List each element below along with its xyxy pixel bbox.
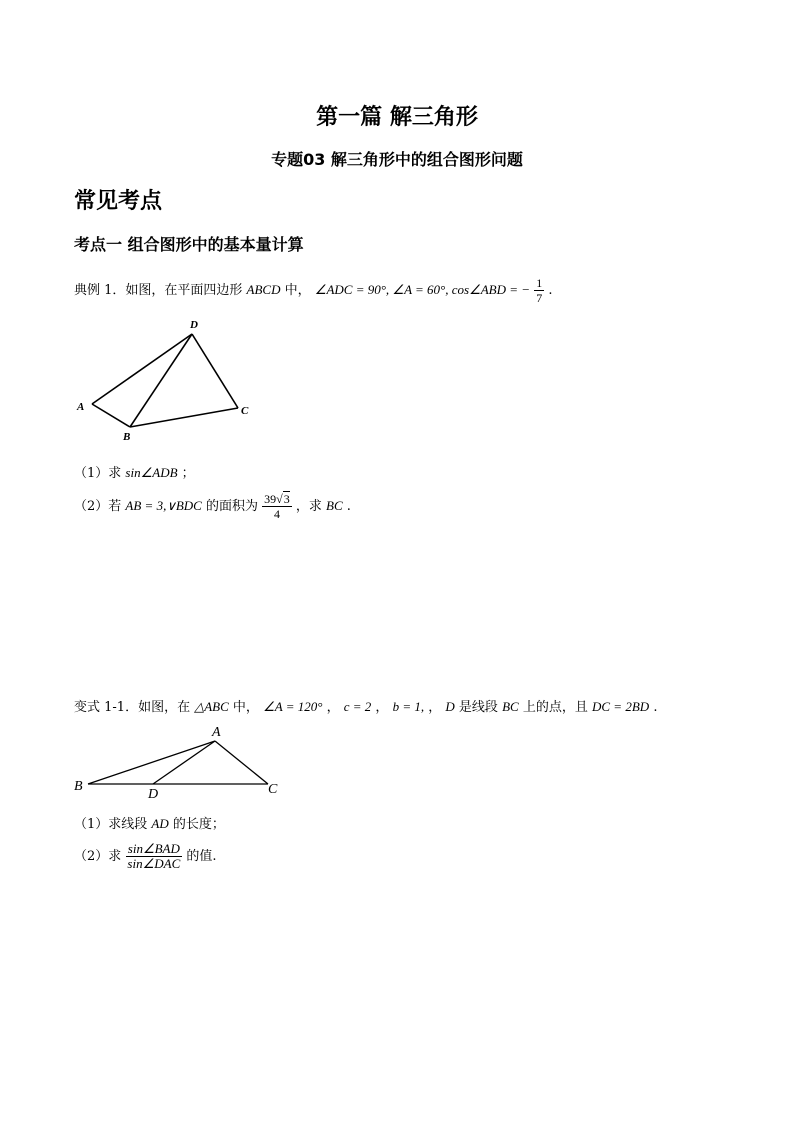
v-q2-suffix: 的值. — [186, 849, 217, 864]
edge-bc — [130, 408, 238, 427]
v-q2-prefix: （2）求 — [74, 849, 122, 864]
example1-frac-num: 1 — [536, 276, 543, 290]
q1-end: ； — [181, 466, 195, 481]
variant1-sep2: ， — [375, 700, 389, 715]
page-title: 第一篇 解三角形 — [316, 105, 478, 130]
label-a: A — [212, 725, 221, 740]
example1-statement — [74, 276, 552, 305]
example1-end: . — [548, 283, 553, 298]
example1-prefix: 典例 1．如图，在平面四边形 — [74, 283, 243, 298]
variant1-question-1 — [74, 813, 225, 832]
variant1-end: . — [653, 700, 658, 715]
variant1-c: c = 2 — [343, 699, 372, 714]
example1-frac-den: 7 — [536, 291, 543, 305]
q2-area-fraction — [262, 492, 292, 521]
v-q2-denominator: sin∠DAC — [127, 856, 181, 871]
triangle-figure — [70, 722, 290, 802]
variant1-point: D — [445, 699, 455, 714]
label-c: C — [241, 405, 249, 417]
label-a: A — [77, 401, 85, 413]
quadrilateral-figure — [70, 315, 260, 445]
variant1-mid2: 上的点，且 — [522, 700, 588, 715]
v-q1-prefix: （1）求线段 — [74, 817, 148, 832]
q2-frac-num: 39√3 — [264, 492, 290, 506]
q2-frac-num-radicand: 3 — [283, 492, 290, 506]
edge-dc — [192, 334, 238, 408]
subsection-heading: 考点一 组合图形中的基本量计算 — [74, 235, 304, 254]
label-b: B — [123, 431, 131, 443]
v-q1-segment: AD — [151, 816, 169, 831]
q2-expression: AB = 3,∨BDC — [125, 498, 202, 513]
variant1-relation: DC = 2BD — [592, 699, 650, 714]
variant1-statement — [74, 696, 657, 715]
variant1-triangle: △ABC — [194, 699, 229, 714]
edge-bd — [130, 334, 192, 427]
label-d: D — [148, 787, 159, 802]
q2-frac-den: 4 — [273, 507, 280, 521]
variant1-prefix: 变式 1-1．如图，在 — [74, 700, 191, 715]
q2-suffix: ，求 — [295, 499, 322, 514]
edge-ad — [153, 741, 215, 784]
example1-question-2 — [74, 492, 351, 521]
label-c: C — [268, 782, 278, 797]
variant1-question-2 — [74, 842, 217, 871]
variant1-mid1: 是线段 — [458, 700, 498, 715]
v-q1-suffix: 的长度； — [172, 817, 225, 832]
example1-zhong: 中， — [284, 283, 311, 298]
edge-ad — [92, 334, 192, 404]
label-b: B — [74, 779, 83, 794]
edge-ab — [88, 741, 215, 784]
section-heading: 常见考点 — [74, 189, 163, 214]
example1-quad: ABCD — [246, 282, 281, 297]
variant1-angle: ∠A = 120° — [263, 699, 323, 714]
example1-question-1 — [74, 462, 195, 481]
v-q2-ratio — [125, 842, 182, 871]
variant1-b: b = 1, — [392, 699, 425, 714]
q2-target: BC — [326, 498, 343, 513]
variant1-zhong: 中， — [232, 700, 259, 715]
q2-end: . — [346, 499, 351, 514]
q1-expression: sin∠ADB — [125, 465, 178, 480]
edge-ab — [92, 404, 130, 427]
example1-fraction — [534, 276, 544, 305]
topic-subtitle: 专题03 解三角形中的组合图形问题 — [271, 150, 523, 169]
variant1-sep1: ， — [326, 700, 340, 715]
variant1-sep3: ， — [428, 700, 442, 715]
v-q2-numerator: sin∠BAD — [127, 841, 180, 856]
q2-mid: 的面积为 — [205, 499, 258, 514]
example1-conditions: ∠ADC = 90°, ∠A = 60°, cos∠ABD = − — [314, 282, 531, 297]
variant1-segment: BC — [502, 699, 519, 714]
label-d: D — [190, 319, 198, 331]
q2-prefix: （2）若 — [74, 499, 122, 514]
edge-ac — [215, 741, 268, 784]
q1-prefix: （1）求 — [74, 466, 122, 481]
q2-frac-num-coef: 39 — [264, 492, 277, 506]
